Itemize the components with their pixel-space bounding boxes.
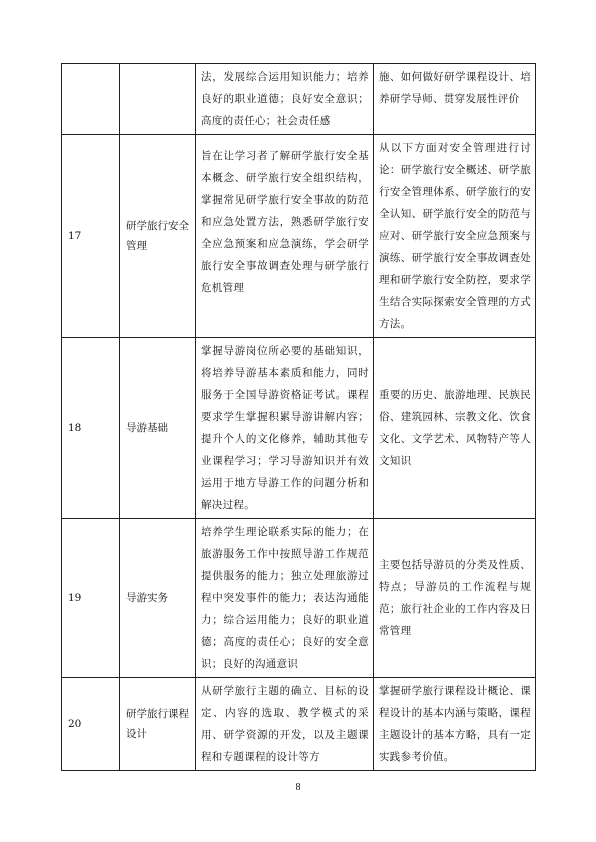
table-row xyxy=(62,338,536,519)
course-number-cell: 17 xyxy=(62,135,120,338)
course-content-cell: 掌握研学旅行课程设计概论、课程设计的基本内涵与策略，课程主题设计的基本方略，具有一定实践参考价值。 xyxy=(374,678,536,771)
course-name-cell: 研学旅行课程设计 xyxy=(120,678,196,771)
course-name-cell: 导游实务 xyxy=(120,519,196,678)
course-goal-cell: 旨在让学习者了解研学旅行安全基本概念、研学旅行安全组织结构，掌握常见研学旅行安全事故的防范和应急处置方法，熟悉研学旅行安全应急预案和应急演练，学会研学旅行安全事故调查处理与研学旅行危机管理 xyxy=(196,135,374,338)
course-number-cell: 19 xyxy=(62,519,120,678)
table-row xyxy=(62,64,536,135)
table-row xyxy=(62,519,536,678)
course-content-cell: 从以下方面对安全管理进行讨论：研学旅行安全概述、研学旅行安全管理体系、研学旅行的安全认知、研学旅行安全的防范与应对、研学旅行安全应急预案与演练、研学旅行安全事故调查处理和研学旅行安全防控，要求学生结合实际探索安全管理的方式方法。 xyxy=(374,135,536,338)
course-number-cell xyxy=(62,64,120,135)
course-name-cell: 导游基础 xyxy=(120,338,196,519)
course-content-cell: 重要的历史、旅游地理、民族民俗、建筑园林、宗教文化、饮食文化、文学艺术、风物特产等人文知识 xyxy=(374,338,536,519)
course-goal-cell: 法，发展综合运用知识能力；培养良好的职业道德；良好安全意识；高度的责任心；社会责任感 xyxy=(196,64,374,135)
course-content-cell: 施、如何做好研学课程设计、培养研学导师、贯穿发展性评价 xyxy=(374,64,536,135)
course-content-cell: 主要包括导游员的分类及性质、特点；导游员的工作流程与规范；旅行社企业的工作内容及日常管理 xyxy=(374,519,536,678)
course-number-cell: 20 xyxy=(62,678,120,771)
course-name-cell: 研学旅行安全管理 xyxy=(120,135,196,338)
course-name-cell xyxy=(120,64,196,135)
course-goal-cell: 从研学旅行主题的确立、目标的设定、内容的选取、教学模式的采用、研学资源的开发，以及主题课程和专题课程的设计等方 xyxy=(196,678,374,771)
course-number-cell: 18 xyxy=(62,338,120,519)
course-goal-cell: 掌握导游岗位所必要的基础知识，将培养导游基本素质和能力，同时服务于全国导游资格证考试。课程要求学生掌握积累导游讲解内容；提升个人的文化修养，辅助其他专业课程学习；学习导游知识并有效运用于地方导游工作的问题分析和解决过程。 xyxy=(196,338,374,519)
table-row xyxy=(62,678,536,771)
course-goal-cell: 培养学生理论联系实际的能力；在旅游服务工作中按照导游工作规范提供服务的能力；独立处理旅游过程中突发事件的能力；表达沟通能力；综合运用能力；良好的职业道德；高度的责任心；良好的安全意识；良好的沟通意识 xyxy=(196,519,374,678)
table-row xyxy=(62,135,536,338)
course-table xyxy=(61,63,536,771)
page-number: 8 xyxy=(295,782,301,793)
